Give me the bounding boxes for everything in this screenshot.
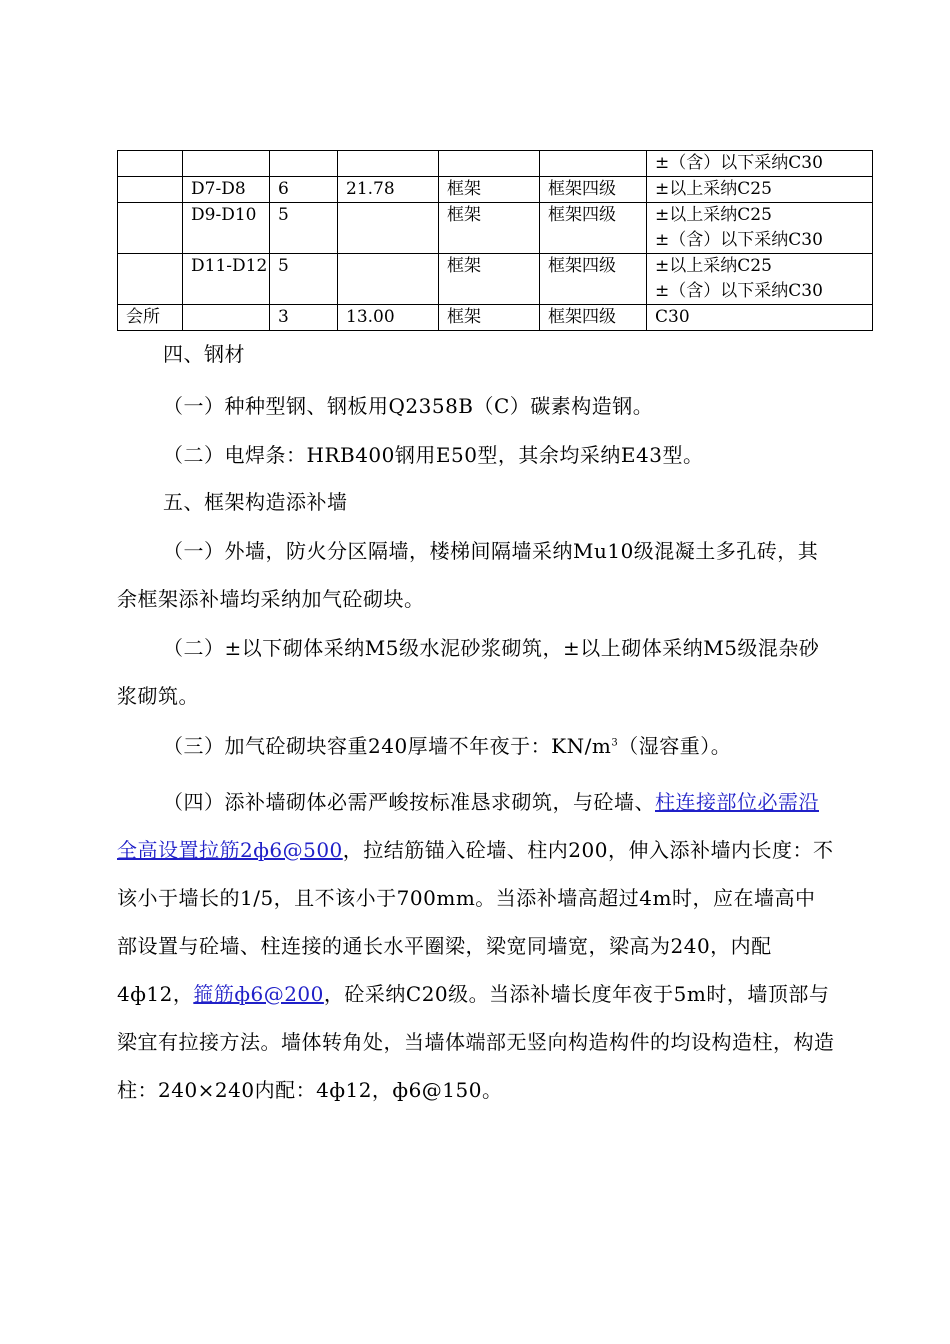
table-cell-concrete: [647, 305, 873, 331]
table-cell-unit: D9-D10: [183, 203, 270, 254]
link-tie-bar-spec[interactable]: 柱连接部位必需沿全高设置拉筋2ф6@500: [117, 790, 819, 862]
paragraph-infill-4: [117, 778, 835, 1114]
table-cell-seismic: 框架四级: [540, 203, 647, 254]
table-cell-concrete: [647, 151, 873, 177]
structure-table: [117, 150, 873, 331]
table-cell-seismic: 框架四级: [540, 177, 647, 203]
concrete-line: C30: [655, 307, 690, 327]
paragraph-infill-2: （二）±以下砌体采纳M5级水泥砂浆砌筑，±以上砌体采纳M5级混杂砂浆砌筑。: [117, 636, 820, 708]
paragraph-infill-4-part-c: ，砼采纳C20级。当添补墙长度年夜于5m时，墙顶部与梁宜有拉接方法。墙体转角处，当墙体端部无竖向构造构件的均设构造柱，构造柱：240×240内配：4ф12，ф6@150。: [117, 982, 835, 1102]
table-cell-building: [118, 254, 183, 305]
section-heading-infill-wall: 五、框架构造添补墙: [163, 490, 348, 514]
table-cell-seismic: 框架四级: [540, 305, 647, 331]
structure-table-body: [118, 151, 873, 331]
table-row: [118, 305, 873, 331]
paragraph-steel-2: （二）电焊条：HRB400钢用E50型，其余均采纳E43型。: [163, 443, 704, 467]
table-cell-floors: [270, 151, 338, 177]
table-cell-structure: 框架: [439, 254, 540, 305]
table-cell-structure: 框架: [439, 177, 540, 203]
table-cell-building: [118, 151, 183, 177]
concrete-line: ±（含）以下采纳C30: [655, 153, 823, 173]
concrete-line: ±以上采纳C25: [655, 179, 772, 199]
paragraph-infill-4-part-b: ，拉结筋锚入砼墙、柱内200，伸入添补墙内长度：不该小于墙长的1/5，且不该小于700mm。当添补墙高超过4m时，应在墙高中部设置与砼墙、柱连接的通长水平圈梁，梁宽同墙宽，梁高为240，内配4ф12，: [117, 838, 834, 1006]
paragraph-infill-3: [117, 722, 835, 770]
table-cell-floors: 3: [270, 305, 338, 331]
table-cell-height: 21.78: [338, 177, 439, 203]
table-cell-structure: 框架: [439, 203, 540, 254]
link-stirrup-spec[interactable]: 箍筋ф6@200: [193, 982, 324, 1006]
table-cell-unit: D7-D8: [183, 177, 270, 203]
table-cell-building: [118, 203, 183, 254]
table-cell-structure: [439, 151, 540, 177]
concrete-line: ±（含）以下采纳C30: [655, 230, 823, 250]
table-row: [118, 151, 873, 177]
table-cell-height: [338, 203, 439, 254]
paragraph-infill-3-tail: （湿容重）。: [618, 734, 732, 758]
table-row: [118, 254, 873, 305]
table-cell-height: [338, 254, 439, 305]
paragraph-infill-4-part-a: （四）添补墙砌体必需严峻按标准恳求砌筑，与砼墙、: [163, 790, 655, 814]
table-cell-unit: D11-D12: [183, 254, 270, 305]
table-cell-height: [338, 151, 439, 177]
superscript-3: 3: [611, 737, 619, 749]
table-cell-floors: 5: [270, 203, 338, 254]
table-cell-unit: [183, 151, 270, 177]
paragraph-infill-3-text: （三）加气砼砌块容重240厚墙不年夜于：KN/m: [163, 734, 612, 758]
table-cell-building: [118, 177, 183, 203]
table-cell-unit: [183, 305, 270, 331]
table-cell-concrete: [647, 203, 873, 254]
table-cell-floors: 6: [270, 177, 338, 203]
table-cell-concrete: [647, 254, 873, 305]
table-row: [118, 203, 873, 254]
table-cell-building: 会所: [118, 305, 183, 331]
concrete-line: ±以上采纳C25: [655, 256, 772, 276]
paragraph-steel-1: （一）种种型钢、钢板用Q2358B（C）碳素构造钢。: [163, 394, 654, 418]
table-row: [118, 177, 873, 203]
table-cell-seismic: 框架四级: [540, 254, 647, 305]
table-cell-floors: 5: [270, 254, 338, 305]
table-cell-seismic: [540, 151, 647, 177]
table-cell-height: 13.00: [338, 305, 439, 331]
table-cell-structure: 框架: [439, 305, 540, 331]
table-cell-concrete: [647, 177, 873, 203]
concrete-line: ±以上采纳C25: [655, 205, 772, 225]
section-heading-steel: 四、钢材: [163, 342, 245, 366]
concrete-line: ±（含）以下采纳C30: [655, 281, 823, 301]
paragraph-infill-1: （一）外墙，防火分区隔墙，楼梯间隔墙采纳Mu10级混凝土多孔砖，其余框架添补墙均采纳加气砼砌块。: [117, 539, 819, 611]
